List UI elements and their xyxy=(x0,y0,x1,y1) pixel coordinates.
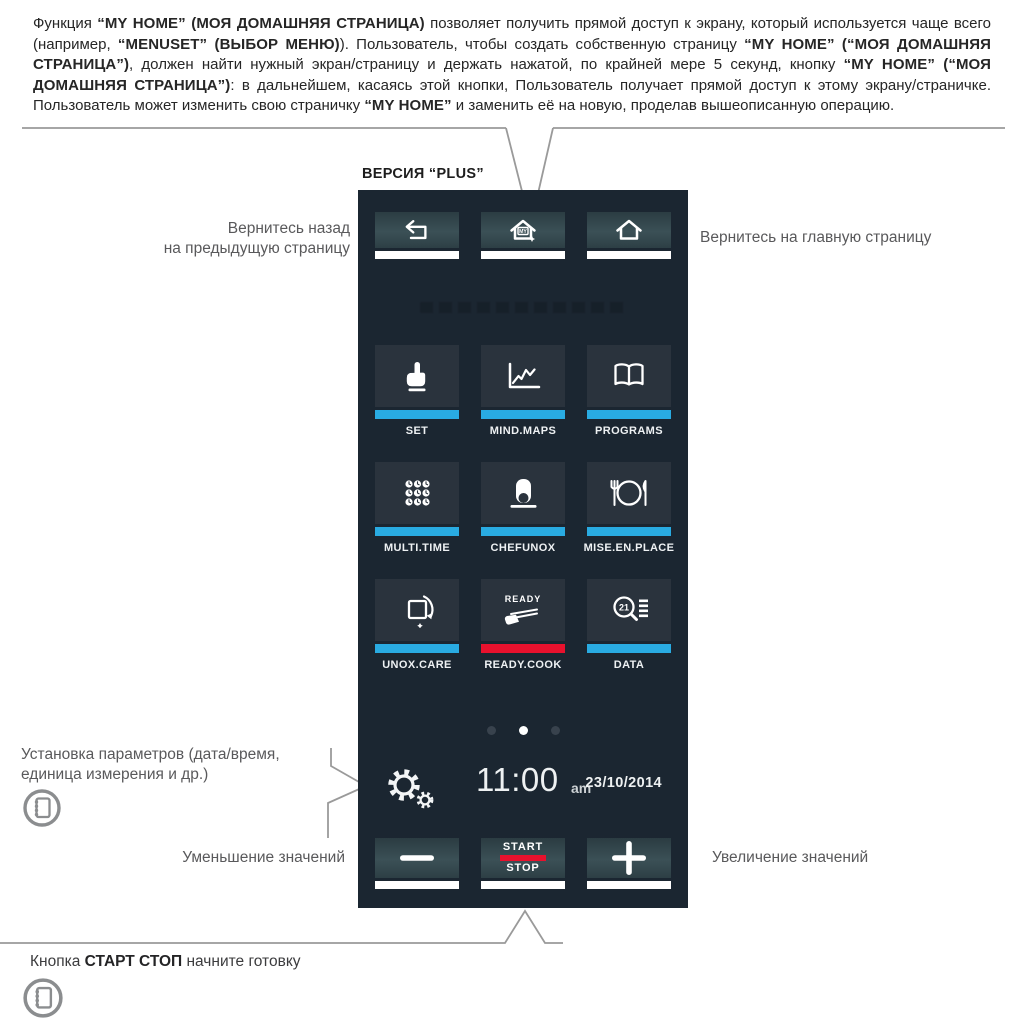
manual-reference-icon xyxy=(22,788,62,828)
bottom-rule-caret xyxy=(0,911,563,943)
plate-cutlery-icon xyxy=(607,475,651,511)
increase-button[interactable] xyxy=(587,838,671,889)
increase-button-underline xyxy=(587,881,671,889)
tile-accent-bar xyxy=(481,410,565,419)
chef-icon xyxy=(503,475,543,511)
callout-increase: Увеличение значений xyxy=(712,849,869,866)
tile-accent-bar xyxy=(375,410,459,419)
back-button[interactable] xyxy=(375,212,459,259)
callout-back: Вернитесь назад на предыдущую страницу xyxy=(163,220,350,257)
open-book-icon xyxy=(609,358,649,394)
version-label: ВЕРСИЯ “PLUS” xyxy=(362,166,484,182)
tile-unox-care[interactable]: UNOX.CARE xyxy=(375,579,459,671)
intro-paragraph: Функция “MY HOME” (МОЯ ДОМАШНЯЯ СТРАНИЦА) позволяет получить прямой доступ к экрану, который используется чаще всего (например, “MENUSET” (ВЫБОР МЕНЮ)). Пользователь, чтобы создать собственную страницу “MY HOME” (“МОЯ ДОМАШНЯЯ СТРАНИЦА”), должен найти нужный экран/страницу и держать нажатой, по крайней мере 5 секунд, кнопку “MY HOME” (“МОЯ ДОМАШНЯЯ СТРАНИЦА”): в дальнейшем, касаясь этой кнопки, Пользователь получает прямой доступ к этому экрану/страничке. Пользователь может изменить свою страничку “MY HOME” и заменить её на новую, проделав вышеописанную операцию. xyxy=(33,15,991,114)
back-button-underline xyxy=(375,251,459,259)
my-home-button[interactable] xyxy=(481,212,565,259)
svg-text:21: 21 xyxy=(618,602,630,613)
page-indicator xyxy=(358,726,688,735)
home-button[interactable] xyxy=(587,212,671,259)
oven-control-panel xyxy=(358,190,688,908)
stop-label: STOP xyxy=(506,862,540,874)
callout-settings: Установка параметров (дата/время, единица измерения и др.) xyxy=(21,746,280,783)
page-dot-2-active[interactable] xyxy=(519,726,528,735)
ready-hand-tray-icon xyxy=(501,590,545,630)
back-button-face xyxy=(375,212,459,248)
my-home-button-face xyxy=(481,212,565,248)
decrease-button[interactable] xyxy=(375,838,459,889)
start-stop-button[interactable] xyxy=(481,838,565,889)
tile-data[interactable]: 21 DATA xyxy=(587,579,671,671)
my-home-button-underline xyxy=(481,251,565,259)
tile-ready-cook[interactable]: READY READY.COOK xyxy=(481,579,565,671)
start-label: START xyxy=(502,841,544,853)
page-dot-1[interactable] xyxy=(487,726,496,735)
tile-accent-bar xyxy=(587,410,671,419)
date-display: 23/10/2014 xyxy=(585,775,662,791)
back-arrow-icon xyxy=(402,217,432,244)
my-home-house-icon xyxy=(507,216,539,244)
start-stop-button-underline xyxy=(481,881,565,889)
page-dot-3[interactable] xyxy=(551,726,560,735)
tile-accent-bar xyxy=(587,644,671,653)
tile-accent-bar xyxy=(587,527,671,536)
illegible-faint-screen-text xyxy=(420,302,626,313)
clock-grid-icon xyxy=(397,475,437,511)
clock-time: 11:00 xyxy=(476,761,559,798)
callout-decrease: Уменьшение значений xyxy=(182,849,345,866)
function-tile-grid xyxy=(375,345,675,671)
magnifier-list-icon xyxy=(609,592,649,628)
svg-text:MY: MY xyxy=(519,229,527,235)
tile-accent-bar xyxy=(375,644,459,653)
nav-button-row xyxy=(375,212,671,259)
tile-chefunox[interactable]: CHEFUNOX xyxy=(481,462,565,554)
clock-meridiem: am xyxy=(571,780,592,796)
start-stop-caption: Кнопка СТАРТ СТОП начните готовку xyxy=(30,953,301,970)
status-row xyxy=(358,758,688,818)
svg-text:READY: READY xyxy=(504,594,542,604)
minus-icon xyxy=(397,838,437,878)
tile-mind-maps[interactable]: MIND.MAPS xyxy=(481,345,565,437)
tile-multi-time[interactable]: MULTI.TIME xyxy=(375,462,459,554)
home-house-icon xyxy=(613,216,645,244)
plus-icon xyxy=(609,838,649,878)
tile-mise-en-place[interactable]: MISE.EN.PLACE xyxy=(587,462,671,554)
tile-accent-bar xyxy=(481,527,565,536)
line-chart-icon xyxy=(503,358,543,394)
start-stop-red-bar xyxy=(500,855,546,861)
rotate-square-icon xyxy=(397,592,437,628)
home-button-underline xyxy=(587,251,671,259)
tile-set[interactable]: SET xyxy=(375,345,459,437)
settings-gear-icon[interactable] xyxy=(384,766,436,813)
control-button-row xyxy=(375,838,671,889)
tile-accent-bar xyxy=(375,527,459,536)
manual-reference-icon xyxy=(22,977,64,1019)
callout-home: Вернитесь на главную страницу xyxy=(700,229,932,246)
decrease-button-underline xyxy=(375,881,459,889)
pointing-hand-icon xyxy=(397,358,437,394)
tile-accent-bar-red xyxy=(481,644,565,653)
home-button-face xyxy=(587,212,671,248)
tile-programs[interactable]: PROGRAMS xyxy=(587,345,671,437)
